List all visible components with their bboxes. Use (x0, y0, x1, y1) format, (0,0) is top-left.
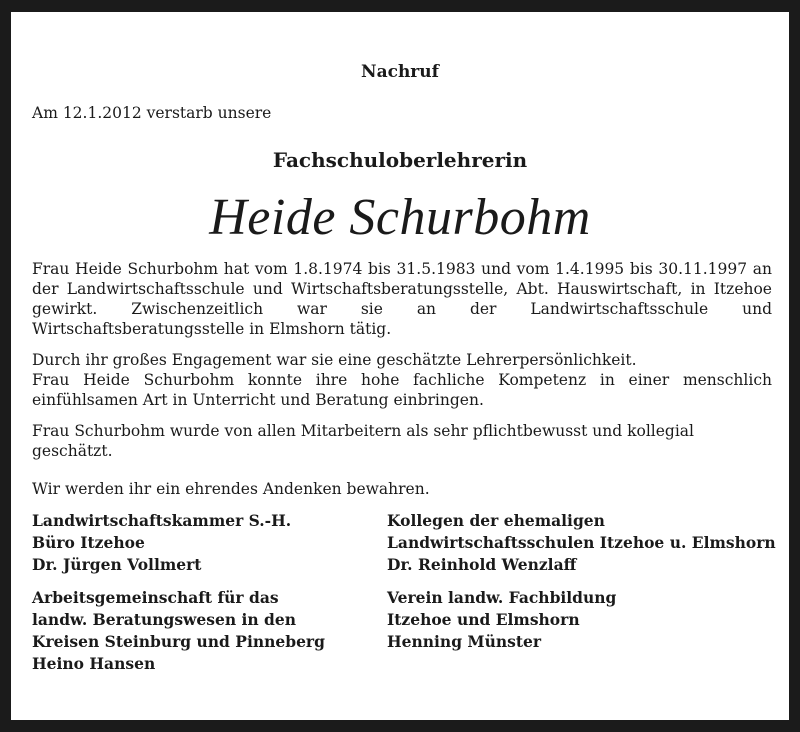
paragraph-engagement: Durch ihr großes Engagement war sie eine geschätzte Lehrerpersönlichkeit. (32, 351, 637, 369)
signer-line: Büro Itzehoe (32, 533, 145, 552)
paragraph-colleagues: Frau Schurbohm wurde von allen Mitarbeitern als sehr pflichtbewusst und kollegial geschätzt. (32, 422, 694, 460)
signer-line: Kreisen Steinburg und Pinneberg (32, 632, 325, 651)
signer-group (32, 587, 392, 675)
signers-right-column (387, 510, 777, 664)
heading: Nachruf (361, 62, 439, 82)
title-of-deceased: Fachschuloberlehrerin (272, 148, 528, 172)
paragraph-career: Frau Heide Schurbohm hat vom 1.8.1974 bis 31.5.1983 und vom 1.4.1995 bis 30.11.1997 an der Landwirtschaftsschule und Wirtschaftsberatungsstelle, Abt. Hauswirtschaft, in Itzehoe gewirkt. Zwischenzeitlich war sie an der Landwirtschaftsschule und Wirtschaftsberatungsstelle in Elmshorn tätig. (32, 260, 772, 338)
paragraph-competence: Frau Heide Schurbohm konnte ihre hohe fachliche Kompetenz in einer menschlich einfühlsamen Art in Unterricht und Beratung einbringen. (32, 371, 772, 409)
signer-line: landw. Beratungswesen in den (32, 610, 297, 629)
obituary-text (32, 259, 772, 510)
signer-line: Henning Münster (387, 632, 542, 651)
signer-group (32, 510, 392, 576)
signer-line: Dr. Reinhold Wenzlaff (387, 555, 577, 574)
signer-line: Arbeitsgemeinschaft für das (32, 588, 279, 607)
signer-line: Verein landw. Fachbildung (387, 588, 617, 607)
paragraph-remembrance: Wir werden ihr ein ehrendes Andenken bewahren. (32, 480, 430, 498)
signer-group (387, 587, 777, 653)
signer-group (387, 510, 777, 576)
deceased-name: Heide Schurbohm (209, 189, 591, 246)
intro-line: Am 12.1.2012 verstarb unsere (32, 104, 272, 122)
signer-line: Itzehoe und Elmshorn (387, 610, 580, 629)
signer-line: Landwirtschaftskammer S.-H. (32, 511, 292, 530)
signer-line: Heino Hansen (32, 654, 156, 673)
signer-line: Kollegen der ehemaligen (387, 511, 605, 530)
signer-line: Dr. Jürgen Vollmert (32, 555, 202, 574)
signer-line: Landwirtschaftsschulen Itzehoe u. Elmshorn (387, 533, 776, 552)
signers-left-column (32, 510, 392, 686)
obituary-card (11, 12, 789, 720)
